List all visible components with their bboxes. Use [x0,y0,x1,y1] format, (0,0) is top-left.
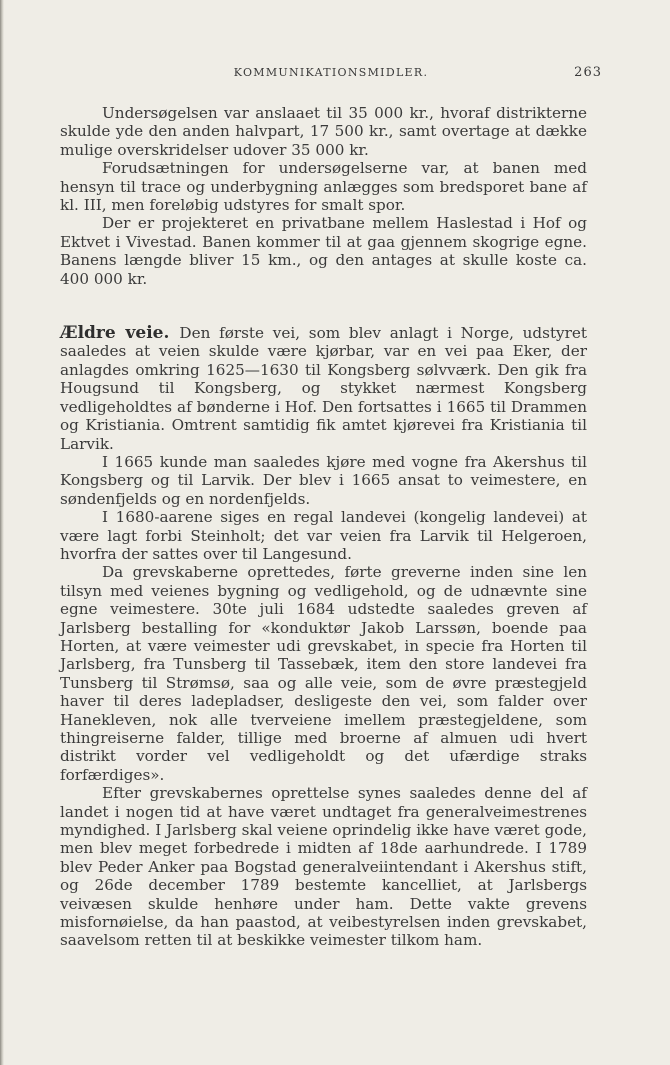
paragraph: Forudsætningen for undersøgelserne var, at banen med hensyn til trace og underbygning anlægges som bredsporet bane af kl. III, men foreløbig udstyres for smalt spor. [60,159,587,215]
section-heading: Ældre veie. [60,323,170,344]
page-header [60,66,602,84]
paragraph: Efter grevskabernes oprettelse synes saaledes denne del af landet i nogen tid at have været undtaget fra generalveimestrenes myndighed. I Jarlsberg skal veiene oprindelig ikke have været gode, men blev meget forbedrede i midten af 18de aarhundrede. I 1789 blev Peder Anker paa Bogstad generalveiintendant i Akershus stift, og 26de december 1789 bestemte kancelliet, at Jarlsbergs veivæsen skulde henhøre under ham. Dette vakte grevens misfornøielse, da han paastod, at veibestyrelsen inden grevskabet, saavelsom retten til at beskikke veimester tilkom ham. [60,784,587,950]
paragraph: I 1680-aarene siges en regal landevei (kongelig landevei) at være lagt forbi Steinholt; det var veien fra Larvik til Helgeroen, hvorfra der sattes over til Langesund. [60,508,587,563]
paragraph: Undersøgelsen var anslaaet til 35 000 kr., hvoraf distrikterne skulde yde den anden halvpart, 17 500 kr., samt overtage at dække mulige overskridelser udover 35 000 kr. [60,104,587,159]
page-spine-shadow [0,0,4,1065]
paragraph: Da grevskaberne oprettedes, førte greverne inden sine len tilsyn med veienes bygning og vedligehold, og de udnævnte sine egne veimestere. 30te juli 1684 udstedte saaledes greven af Jarlsberg bestalling for «konduktør Jakob Larssøn, boende paa Horten, at være veimester udi grevskabet, in specie fra Horten til Jarlsberg, fra Tunsberg til Tassebæk, item den store landevei fra Tunsberg til Strømsø, saa og alle veie, som de øvre præstegjeld haver til deres ladepladser, desligeste den vei, som falder over Hanekleven, nok alle tverveiene imellem præstegjeldene, som thingreiserne falder, tillige med broerne af almuen udi hvert distrikt vorder vel vedligeholdt og det ufærdige straks forfærdiges». [60,563,587,784]
body-text [60,104,587,950]
section-paragraph [60,324,587,453]
paragraph: Der er projekteret en privatbane mellem Haslestad i Hof og Ektvet i Vivestad. Banen kommer til at gaa gjennem skogrige egne. Banens længde bliver 15 km., og den antages at skulle koste ca. 400 000 kr. [60,214,587,288]
paragraph: I 1665 kunde man saaledes kjøre med vogne fra Akershus til Kongsberg og til Larvik. Der blev i 1665 ansat to veimestere, en søndenfjelds og en nordenfjelds. [60,452,587,508]
page-number: 263 [574,65,602,80]
running-head: KOMMUNIKATIONSMIDLER. [233,66,429,79]
paragraph-text: Den første vei, som blev anlagt i Norge, udstyret saaledes at veien skulde være kjørbar, var en vei paa Eker, der anlagdes omkring 1625—1630 til Kongsberg sølvværk. Den gik fra Hougsund til Kongsberg, og stykket nærmest Kongsberg vedligeholdtes af bønderne i Hof. Den fortsattes i 1665 til Drammen og Kristiania. Omtrent samtidig fik amtet kjørevei fra Kristiania til Larvik. [60,324,587,453]
